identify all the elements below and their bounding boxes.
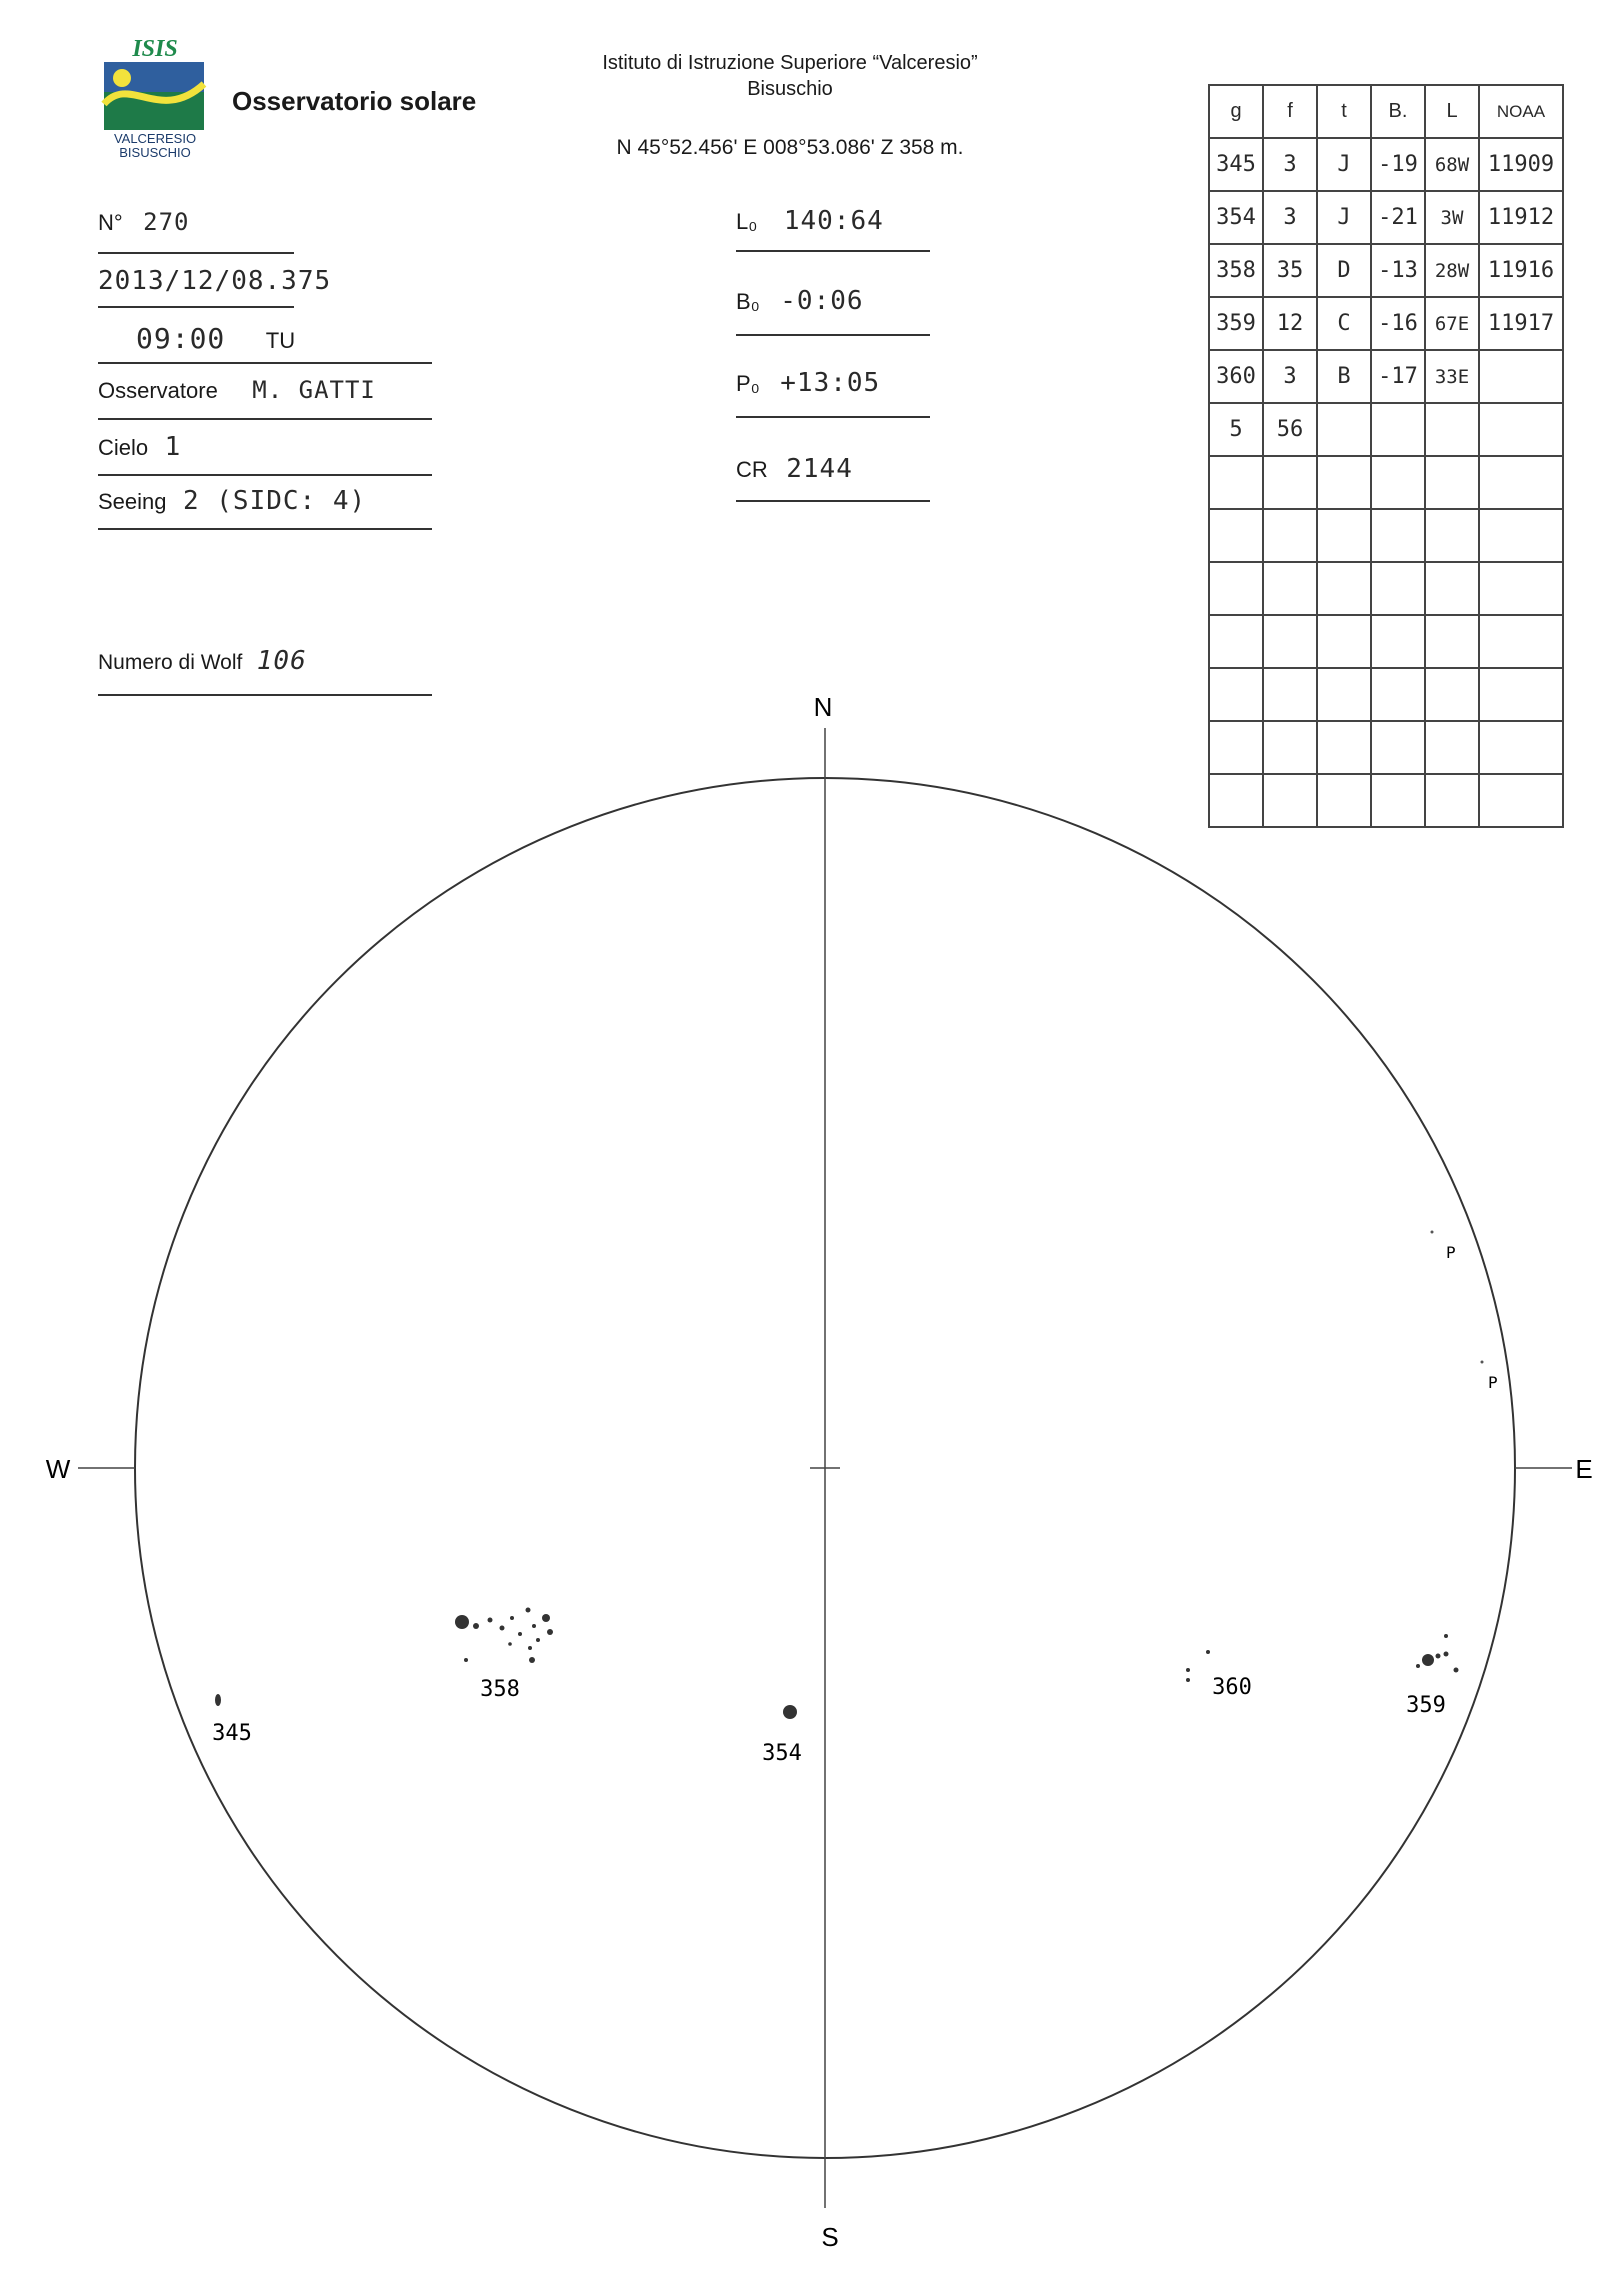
group-label-354: 354 xyxy=(762,1741,802,1766)
group-label-359: 359 xyxy=(1406,1693,1446,1718)
table-cell: -13 xyxy=(1371,244,1425,297)
header-b: B. xyxy=(1371,85,1425,138)
table-cell: -17 xyxy=(1371,350,1425,403)
table-cell: 12 xyxy=(1263,297,1317,350)
logo-caption-line1: VALCERESIO xyxy=(113,131,197,146)
table-cell: 11912 xyxy=(1479,191,1563,244)
plage-mark-2: P xyxy=(1488,1373,1498,1392)
north-label: N xyxy=(813,692,833,722)
table-cell: J xyxy=(1317,191,1371,244)
observer-value: M. GATTI xyxy=(252,376,376,404)
observatory-title: Osservatorio solare xyxy=(232,86,477,116)
table-cell: 33E xyxy=(1425,350,1479,403)
header-noaa: NOAA xyxy=(1479,85,1563,138)
header-g: g xyxy=(1209,85,1263,138)
group-label-360: 360 xyxy=(1212,1675,1252,1700)
p0-value: +13:05 xyxy=(780,368,881,398)
table-cell: 28W xyxy=(1425,244,1479,297)
header-l: L xyxy=(1425,85,1479,138)
table-cell: 11916 xyxy=(1479,244,1563,297)
table-cell: D xyxy=(1317,244,1371,297)
group-label-345: 345 xyxy=(212,1721,252,1746)
cr-value: 2144 xyxy=(786,454,853,484)
table-cell: 345 xyxy=(1209,138,1263,191)
table-cell: -19 xyxy=(1371,138,1425,191)
sky-value: 1 xyxy=(164,432,182,462)
header-t: t xyxy=(1317,85,1371,138)
b0-value: -0:06 xyxy=(780,286,864,316)
cr-label: CR xyxy=(736,457,768,482)
logo-caption-line2: BISUSCHIO xyxy=(119,145,191,160)
institute-name: Istituto di Istruzione Superiore “Valceresio” xyxy=(602,52,978,74)
table-cell: 358 xyxy=(1209,244,1263,297)
east-label: E xyxy=(1575,1454,1593,1484)
observer-label: Osservatore xyxy=(98,378,218,403)
table-cell: B xyxy=(1317,350,1371,403)
logo-isis-text: ISIS xyxy=(132,36,178,62)
station-coordinates: N 45°52.456' E 008°53.086' Z 358 m. xyxy=(616,136,964,159)
table-cell: 354 xyxy=(1209,191,1263,244)
number-label: N° xyxy=(98,210,123,235)
table-cell: C xyxy=(1317,297,1371,350)
time-value: 09:00 xyxy=(136,322,226,355)
table-cell: 11917 xyxy=(1479,297,1563,350)
table-cell: J xyxy=(1317,138,1371,191)
table-cell: -16 xyxy=(1371,297,1425,350)
table-cell: 3 xyxy=(1263,350,1317,403)
institute-town: Bisuschio xyxy=(747,78,833,100)
spot-group-345 xyxy=(215,1694,221,1706)
time-unit: TU xyxy=(265,328,296,353)
l0-label: L₀ xyxy=(736,209,758,234)
plage-mark-1: P xyxy=(1446,1243,1456,1262)
spot-group-354 xyxy=(783,1705,797,1719)
p0-label: P₀ xyxy=(736,371,760,396)
table-cell: 56 xyxy=(1263,403,1317,456)
spot-group-360 xyxy=(1186,1650,1210,1682)
wolf-label: Numero di Wolf xyxy=(98,651,243,674)
table-cell: 11909 xyxy=(1479,138,1563,191)
table-cell: 359 xyxy=(1209,297,1263,350)
table-cell: 360 xyxy=(1209,350,1263,403)
number-value: 270 xyxy=(143,208,190,236)
spot-group-358 xyxy=(455,1608,553,1664)
table-cell: 3W xyxy=(1425,191,1479,244)
table-cell: 3 xyxy=(1263,191,1317,244)
table-cell: 68W xyxy=(1425,138,1479,191)
header-f: f xyxy=(1263,85,1317,138)
date-value: 2013/12/08.375 xyxy=(98,266,332,296)
seeing-label: Seeing xyxy=(98,489,167,514)
south-label: S xyxy=(821,2222,839,2252)
table-cell: -21 xyxy=(1371,191,1425,244)
group-label-358: 358 xyxy=(480,1677,520,1702)
wolf-value: 106 xyxy=(256,646,307,676)
table-cell: 5 xyxy=(1209,403,1263,456)
l0-value: 140:64 xyxy=(783,206,884,236)
spot-group-359 xyxy=(1416,1634,1459,1673)
table-cell: 67E xyxy=(1425,297,1479,350)
sky-label: Cielo xyxy=(98,435,149,460)
table-cell: 35 xyxy=(1263,244,1317,297)
table-cell: 3 xyxy=(1263,138,1317,191)
b0-label: B₀ xyxy=(736,289,760,314)
west-label: W xyxy=(45,1454,71,1484)
seeing-value: 2 (SIDC: 4) xyxy=(182,486,367,516)
